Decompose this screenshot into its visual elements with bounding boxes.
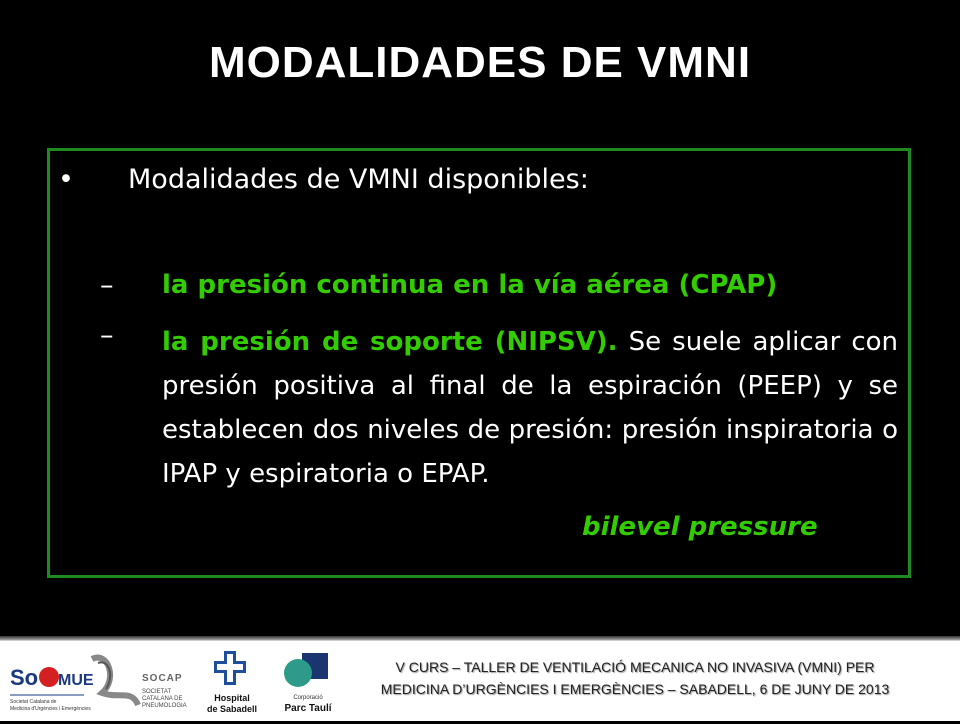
svg-text:SOCAP: SOCAP <box>142 673 183 684</box>
nipsv-description: Se suele aplicar con presión positiva al final de la espiración (PEEP) y se establecen dos niveles de presión: presión inspiratoria o IPAP y espiratoria o EPAP. <box>162 327 899 489</box>
svg-text:PNEUMOLOGIA: PNEUMOLOGIA <box>142 703 187 709</box>
bilevel-label: bilevel pressure <box>582 512 818 542</box>
dash-marker: – <box>100 320 114 351</box>
svg-text:SOCIETAT: SOCIETAT <box>142 689 172 695</box>
svg-text:CATALANA DE: CATALANA DE <box>142 696 183 702</box>
bullet-dot-icon: • <box>58 164 74 195</box>
svg-text:So: So <box>10 665 39 690</box>
svg-text:Hospital: Hospital <box>214 693 250 703</box>
svg-text:MUE: MUE <box>58 672 94 689</box>
nipsv-item <box>162 320 898 496</box>
svg-text:Medicina d'Urgències i Emergèn: Medicina d'Urgències i Emergències <box>10 706 91 712</box>
socap-logo <box>88 649 192 717</box>
nipsv-lead: la presión de soporte (NIPSV). <box>162 327 618 357</box>
somue-logo <box>8 655 94 715</box>
svg-text:de Sabadell: de Sabadell <box>206 704 258 714</box>
dash-marker: – <box>100 270 114 301</box>
svg-text:Corporació: Corporació <box>293 695 323 701</box>
bullet-text: Modalidades de VMNI disponibles: <box>128 164 589 195</box>
svg-text:Parc Taulí: Parc Taulí <box>284 703 332 714</box>
bullet-item <box>58 164 589 195</box>
hospital-sabadell-logo <box>202 649 262 719</box>
footer-caption <box>320 656 950 700</box>
svg-text:Societat Catalana de: Societat Catalana de <box>10 699 57 705</box>
cpap-item: la presión continua en la vía aérea (CPAP) <box>162 270 778 300</box>
footer-line-2: MEDICINA D’URGÈNCIES I EMERGÈNCIES – SABADELL, 6 DE JUNY DE 2013 <box>380 681 890 697</box>
footer-line-1: V CURS – TALLER DE VENTILACIÓ MECANICA NO INVASIVA (VMNI) PER <box>395 659 875 675</box>
slide-title: MODALIDADES DE VMNI <box>208 38 752 87</box>
